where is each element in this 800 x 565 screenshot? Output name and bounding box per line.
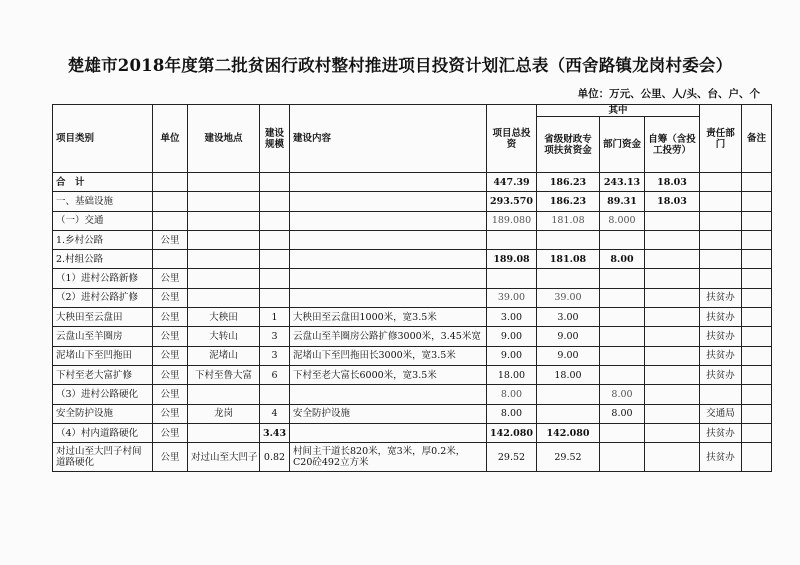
cell-content [290, 385, 487, 404]
table-row [53, 308, 772, 327]
cell-self [645, 269, 700, 288]
unit-note: 单位：万元、公里、人/头、台、户、个 [577, 88, 760, 100]
cell-remark [742, 404, 772, 423]
table-row [53, 365, 772, 384]
table-row [53, 423, 772, 442]
cell-total [487, 230, 537, 249]
cell-total: 8.00 [487, 404, 537, 423]
cell-dept: 8.00 [600, 404, 645, 423]
cell-content [290, 423, 487, 442]
cell-unit: 公里 [153, 269, 188, 288]
cell-total: 9.00 [487, 346, 537, 365]
cell-remark [742, 443, 772, 472]
cell-resp: 扶贫办 [700, 423, 742, 442]
cell-total: 447.39 [487, 173, 537, 192]
cell-category: （1）进村公路新修 [53, 269, 153, 288]
cell-category: 云盘山至羊圈房 [53, 327, 153, 346]
cell-total: 3.00 [487, 308, 537, 327]
cell-province [537, 269, 600, 288]
cell-province [537, 404, 600, 423]
header-scale: 建设规模 [260, 105, 290, 173]
cell-dept [600, 365, 645, 384]
cell-content [290, 173, 487, 192]
cell-province: 186.23 [537, 173, 600, 192]
table-row [53, 288, 772, 307]
cell-total: 39.00 [487, 288, 537, 307]
cell-unit: 公里 [153, 308, 188, 327]
cell-unit: 公里 [153, 443, 188, 472]
cell-content [290, 192, 487, 211]
cell-unit: 公里 [153, 346, 188, 365]
table-row [53, 404, 772, 423]
cell-location [188, 385, 260, 404]
cell-remark [742, 308, 772, 327]
cell-unit [153, 173, 188, 192]
cell-self [645, 385, 700, 404]
header-content: 建设内容 [290, 105, 487, 173]
cell-scale: 6 [260, 365, 290, 384]
cell-category: 一、基础设施 [53, 192, 153, 211]
cell-scale [260, 250, 290, 269]
cell-location [188, 211, 260, 230]
cell-category: 2.村组公路 [53, 250, 153, 269]
header-resp: 责任部门 [700, 105, 742, 173]
cell-location: 下村至鲁大富 [188, 365, 260, 384]
header-location: 建设地点 [188, 105, 260, 173]
cell-province: 3.00 [537, 308, 600, 327]
cell-dept: 8.00 [600, 250, 645, 269]
cell-resp: 扶贫办 [700, 327, 742, 346]
cell-content: 大秧田至云盘田1000米，宽3.5米 [290, 308, 487, 327]
cell-province: 29.52 [537, 443, 600, 472]
cell-resp: 扶贫办 [700, 365, 742, 384]
cell-province: 18.00 [537, 365, 600, 384]
cell-location [188, 288, 260, 307]
cell-category: 安全防护设施 [53, 404, 153, 423]
cell-content: 安全防护设施 [290, 404, 487, 423]
cell-remark [742, 423, 772, 442]
cell-dept [600, 269, 645, 288]
page-title: 楚雄市2018年度第二批贫困行政村整村推进项目投资计划汇总表（西舍路镇龙岗村委会） [67, 56, 733, 75]
cell-dept [600, 346, 645, 365]
cell-total: 8.00 [487, 385, 537, 404]
cell-total: 189.08 [487, 250, 537, 269]
cell-province [537, 385, 600, 404]
cell-dept [600, 443, 645, 472]
cell-content: 下村至老大富长6000米，宽3.5米 [290, 365, 487, 384]
cell-unit: 公里 [153, 365, 188, 384]
cell-total: 9.00 [487, 327, 537, 346]
cell-resp [700, 211, 742, 230]
cell-category: （4）村内道路硬化 [53, 423, 153, 442]
cell-scale [260, 211, 290, 230]
table-row [53, 230, 772, 249]
cell-self [645, 423, 700, 442]
cell-category: 合 计 [53, 173, 153, 192]
cell-self [645, 288, 700, 307]
table-row [53, 443, 772, 472]
cell-scale [260, 173, 290, 192]
cell-remark [742, 211, 772, 230]
cell-total: 293.570 [487, 192, 537, 211]
table-row [53, 173, 772, 192]
cell-scale [260, 192, 290, 211]
cell-content: 泥堵山下至凹拖田长3000米，宽3.5米 [290, 346, 487, 365]
table-row [53, 385, 772, 404]
cell-resp [700, 230, 742, 249]
cell-scale [260, 269, 290, 288]
cell-location [188, 269, 260, 288]
cell-dept [600, 288, 645, 307]
cell-scale: 1 [260, 308, 290, 327]
cell-resp: 扶贫办 [700, 308, 742, 327]
cell-province: 39.00 [537, 288, 600, 307]
cell-location: 龙岗 [188, 404, 260, 423]
cell-remark [742, 288, 772, 307]
cell-category: （一）交通 [53, 211, 153, 230]
cell-category: 泥堵山下至凹拖田 [53, 346, 153, 365]
cell-scale: 0.82 [260, 443, 290, 472]
cell-self [645, 443, 700, 472]
cell-scale [260, 288, 290, 307]
cell-province: 9.00 [537, 346, 600, 365]
cell-resp [700, 250, 742, 269]
cell-location [188, 230, 260, 249]
cell-self [645, 346, 700, 365]
cell-self [645, 327, 700, 346]
cell-province: 142.080 [537, 423, 600, 442]
cell-category: 对过山至大凹子村间道路硬化 [53, 443, 153, 472]
cell-unit: 公里 [153, 385, 188, 404]
cell-remark [742, 192, 772, 211]
cell-resp: 扶贫办 [700, 288, 742, 307]
cell-province [537, 230, 600, 249]
cell-province: 181.08 [537, 250, 600, 269]
cell-dept: 8.000 [600, 211, 645, 230]
header-total: 项目总投资 [487, 105, 537, 173]
cell-unit: 公里 [153, 288, 188, 307]
cell-total: 142.080 [487, 423, 537, 442]
cell-scale: 3 [260, 327, 290, 346]
cell-category: （2）进村公路扩修 [53, 288, 153, 307]
cell-resp [700, 192, 742, 211]
cell-content: 云盘山至羊圈房公路扩修3000米，3.45米宽 [290, 327, 487, 346]
cell-self: 18.03 [645, 173, 700, 192]
cell-unit [153, 250, 188, 269]
cell-remark [742, 230, 772, 249]
cell-location [188, 173, 260, 192]
cell-self [645, 211, 700, 230]
cell-content [290, 269, 487, 288]
cell-resp: 扶贫办 [700, 346, 742, 365]
cell-remark [742, 365, 772, 384]
cell-dept: 89.31 [600, 192, 645, 211]
cell-total: 189.080 [487, 211, 537, 230]
cell-content [290, 250, 487, 269]
cell-content [290, 211, 487, 230]
cell-province: 9.00 [537, 327, 600, 346]
header-dept: 部门资金 [600, 117, 645, 173]
cell-content [290, 230, 487, 249]
cell-dept: 243.13 [600, 173, 645, 192]
cell-location: 大秧田 [188, 308, 260, 327]
cell-province: 181.08 [537, 211, 600, 230]
cell-self [645, 250, 700, 269]
cell-remark [742, 327, 772, 346]
cell-self [645, 230, 700, 249]
cell-remark [742, 269, 772, 288]
cell-unit: 公里 [153, 404, 188, 423]
table-row [53, 211, 772, 230]
cell-location: 泥堵山 [188, 346, 260, 365]
cell-scale: 4 [260, 404, 290, 423]
cell-unit: 公里 [153, 327, 188, 346]
cell-remark [742, 385, 772, 404]
header-unit: 单位 [153, 105, 188, 173]
header-province: 省级财政专项扶贫资金 [537, 117, 600, 173]
cell-scale [260, 385, 290, 404]
header-category: 项目类别 [53, 105, 153, 173]
cell-category: 下村至老大富扩修 [53, 365, 153, 384]
header-row-top [53, 105, 772, 117]
cell-province: 186.23 [537, 192, 600, 211]
cell-scale: 3.43 [260, 423, 290, 442]
table-row [53, 250, 772, 269]
header-group: 其中 [537, 105, 700, 117]
investment-table [52, 104, 772, 472]
cell-dept [600, 230, 645, 249]
cell-total [487, 269, 537, 288]
cell-content: 村间主干道长820米，宽3米，厚0.2米，C20砼492立方米 [290, 443, 487, 472]
cell-remark [742, 250, 772, 269]
cell-dept [600, 327, 645, 346]
cell-location [188, 250, 260, 269]
cell-scale [260, 230, 290, 249]
header-self: 自筹（含投工投劳） [645, 117, 700, 173]
cell-category: 大秧田至云盘田 [53, 308, 153, 327]
cell-content [290, 288, 487, 307]
cell-self [645, 404, 700, 423]
table-row [53, 346, 772, 365]
cell-unit: 公里 [153, 423, 188, 442]
cell-dept [600, 423, 645, 442]
table-row [53, 269, 772, 288]
table-row [53, 327, 772, 346]
cell-resp: 交通局 [700, 404, 742, 423]
cell-total: 18.00 [487, 365, 537, 384]
cell-location [188, 423, 260, 442]
cell-unit [153, 192, 188, 211]
cell-resp [700, 269, 742, 288]
header-remark: 备注 [742, 105, 772, 173]
cell-remark [742, 173, 772, 192]
cell-self [645, 308, 700, 327]
cell-total: 29.52 [487, 443, 537, 472]
cell-self [645, 365, 700, 384]
cell-self: 18.03 [645, 192, 700, 211]
cell-category: 1.乡村公路 [53, 230, 153, 249]
cell-resp [700, 173, 742, 192]
cell-location: 大转山 [188, 327, 260, 346]
cell-unit: 公里 [153, 230, 188, 249]
cell-resp [700, 385, 742, 404]
cell-remark [742, 346, 772, 365]
table-row [53, 192, 772, 211]
cell-dept: 8.00 [600, 385, 645, 404]
cell-scale: 3 [260, 346, 290, 365]
cell-unit [153, 211, 188, 230]
cell-location: 对过山至大凹子 [188, 443, 260, 472]
cell-resp: 扶贫办 [700, 443, 742, 472]
cell-location [188, 192, 260, 211]
cell-dept [600, 308, 645, 327]
cell-category: （3）进村公路硬化 [53, 385, 153, 404]
